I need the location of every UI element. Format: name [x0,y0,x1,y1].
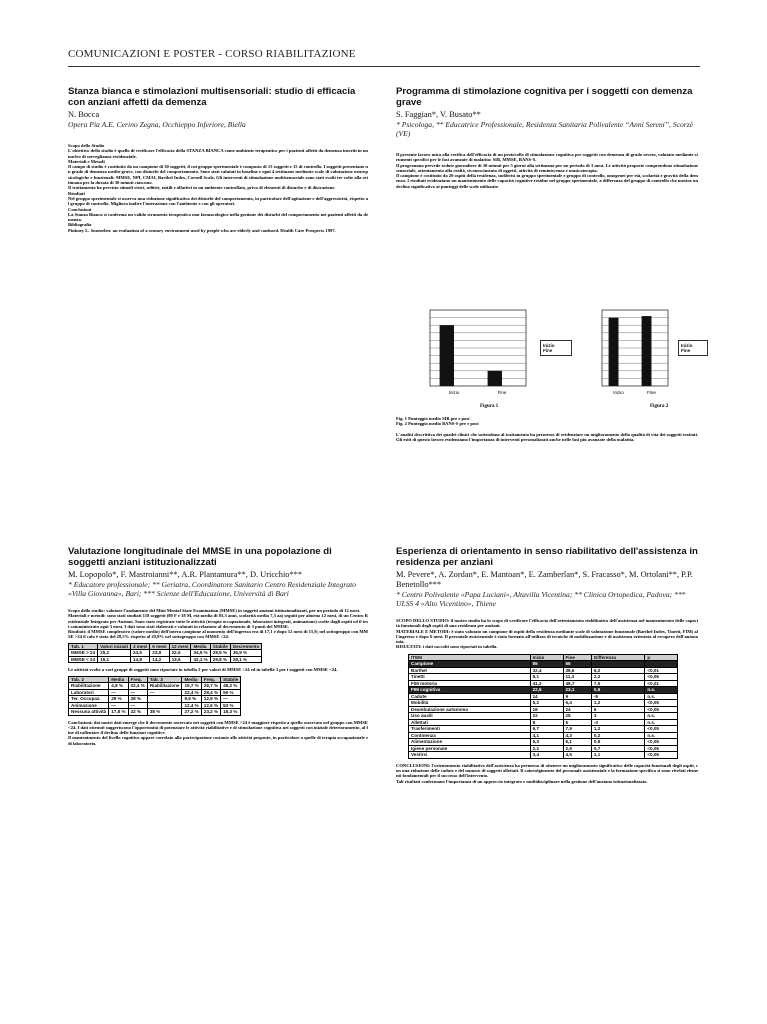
table-cell: 2,9 [563,745,591,752]
article-4-para: SCOPO DELLO STUDIO: il nostro studio ha lo scopo di verificare l'efficacia dell'orientamento riabilitativo dell'assistenza nel mantenimento delle capacità funzionali degli ospiti di una residenza per anziani. [396,618,698,629]
table-cell: MMSE < 24 [69,656,98,663]
table-cell: 4,3 [563,732,591,739]
table-cell: — [128,702,147,709]
table-row [409,752,678,759]
table-cell: Media [182,676,201,683]
table-cell: 55 % [221,689,241,696]
table-cell: MMSE > 24 [69,650,98,657]
table-cell: 15,1 [98,656,131,663]
table-cell: 55 [530,661,563,668]
figure-1-legend [540,340,572,356]
article-2-para: Il programma prevede sedute giornaliere di 30 minuti per 5 giorni alla settimana per un periodo di 3 mesi. Le attività proposte comprendono stimolazione sensoriale, orientamento alla realtà, riconoscimento di oggetti, attività di reminiscenza e musicoterapia. [396,162,698,173]
article-4-para: Tali risultati confermano l'importanza di un approccio integrato e multidisciplinare nella gestione dell'anziano istituzionalizzato. [396,778,648,784]
table-cell: 7,9 [563,726,591,733]
bar-inizio-fine [488,371,502,386]
table-cell: Nessuna attività [69,709,109,716]
table-cell: <0,05 [645,700,678,707]
table-cell: 12 mesi [169,643,191,650]
article-1-para: Risultati [68,190,85,196]
table-cell: 0,6 [591,687,644,694]
table-cell: 3,4 [530,752,563,759]
table-cell: — [221,696,241,703]
article-3-affiliation: * Educatore professionale; ** Geriatra, Coordinatore Sanitario Centro Residenziale Integrato «Villa Giovanna», Bari; *** Scienze dell'Educazione, Università di Bari [68,580,356,598]
table-cell: n.s. [645,687,678,694]
table-cell: n.s. [645,693,678,700]
article-1-affiliation: Opera Pia A.E. Cerino Zegna, Occhieppo Inferiore, Biella [68,120,246,129]
table-cell: 48,7 [563,680,591,687]
article-2-body [396,152,698,189]
table-cell: Riabilitazione [147,683,182,690]
table-cell: 22,4 % [182,689,201,696]
table-cell: 32 % [128,709,147,716]
table-cell: FIM cognitiva [409,687,531,694]
header-rule [68,66,700,67]
article-1 [68,86,368,233]
table-cell: 24 [563,706,591,713]
table-cell: Fine [563,654,591,661]
table-cell: 28,1 % [230,656,262,663]
figure-2-chart [592,306,672,396]
table-cell: 32,4 % [128,683,147,690]
article-1-para: Pinkney L. Snoezelen: an evaluation of a sensory environment used by people who are elderly and confused. Health Care Prospects 1997. [68,227,336,233]
table-cell: 24,5 [130,650,149,657]
table-cell: <0,05 [645,745,678,752]
article-1-para: Scopo dello Studio [68,143,105,148]
table-cell: 34,5 % [191,650,210,657]
section-header: COMUNICAZIONI E POSTER - CORSO RIABILITAZIONE [68,48,356,60]
table-cell: 6,4 [563,700,591,707]
article-2 [396,86,698,189]
table-cell: 15,7 % [182,683,201,690]
article-3-para: Materiali e metodi: sono stati studiati 118 soggetti (80 F e 38 M, età media di 83,3 anni, scolarità media 7,3 aa) seguiti per almeno 12 mesi, di un Centro Residenziale Integrato per Anziani. Sono state registrate tutte le attività (terapia occupazionale, laboratori integrati, animazione) svolte dagli ospiti ed il test somministrato ogni 3 mesi. I dati sono stati elaborati e valutati in relazione al decremento di 3 punti del MMSE. [68,613,368,629]
table-cell: Media [191,643,210,650]
table-cell: n.s. [645,719,678,726]
table-cell: 28,5 % [210,650,230,657]
table-cell: 23,9 [150,650,169,657]
table-cell: Tinetti [409,674,531,681]
table-cell: 14,8 [130,656,149,663]
article-4-conclusion [396,763,698,784]
table-cell: 14 [530,693,563,700]
table-cell: 6,7 [530,726,563,733]
article-4-table [408,654,678,759]
table-cell: 0,8 [591,739,644,746]
x-tick-label: Fine [497,390,507,395]
article-2-para: Il presente lavoro mira alla verifica dell'efficacia di un protocollo di stimolazione cognitiva per soggetti con demenza di grado severo, valutato mediante strumenti specifici per le fasi avanzate di malattia: SIB, MMSE, BANS-S. [396,152,698,163]
table-cell: Continenza [409,732,531,739]
table-cell: 0,2 [591,732,644,739]
article-3-para: Risultati: il MMSE complessivo (valore medio) dell'intera campione al momento dell'ingresso era di 17,1 e dopo 12 mesi di 15,8; nel sottogruppo con MMSE >24 il calo è stato del 28,5% rispetto al 29,8% nel sottogruppo con MMSE <24. [68,629,368,640]
table-cell: n.s. [645,732,678,739]
table-cell: 53 % [221,702,241,709]
x-tick-label: Inizio [448,390,460,395]
article-3-table-2 [68,676,241,716]
table-cell: 2,2 [530,745,563,752]
article-3 [68,546,368,746]
table-cell: Stabile [221,676,241,683]
article-1-para: Il trattamento ha previsto stimoli visivi, uditivi, tattili e olfattivi in un ambiente controllato, privo di elementi di disturbo e di distrazione. [68,185,336,191]
article-1-para: Il campo di studio è costituito da un campione di 30 soggetti, il cui gruppo sperimentale è composto di 15 soggetti e 15 di controllo. I soggetti presentano un grado di demenza medio-grave, con disturbi del comportamento. Sono stati valutati in baseline e ogni 4 settimane mediante scale di valutazione neuropsicologiche e funzionali: MMSE, NPI, CMAI, Barthel Index, Cornell Scale. Gli interventi di stimolazione multisensoriale sono stati svolti tre volte alla settimana per la durata di 30 minuti ciascuno. [68,164,368,186]
table-cell: Freq. [128,676,147,683]
article-3-body [68,608,368,640]
article-4-title: Esperienza di orientamento in senso riabilitativo dell'assistenza in residenza per anziani [396,546,698,568]
table-cell: 28,4 % [201,689,220,696]
figure-note: Fig. 1 Punteggio medio SIB pre e post [396,416,470,421]
table-cell: 2,2 [591,674,644,681]
article-1-body [68,143,368,233]
table-cell: Tab. 2 [69,676,109,683]
article-3-authors: M. Lopopolo*, F. Mastroianni**, A.R. Plantamura**, D. Uricchio*** [68,570,303,579]
article-1-title: Stanza bianca e stimolazioni multisensoriali: studio di efficacia con anziani affetti da demenza [68,86,356,108]
x-tick-label: Inizio [613,390,624,395]
table-cell: 6,2 [591,667,644,674]
table-cell: 1,1 [591,752,644,759]
figure-note: Fig. 2 Punteggio medio BANS-S pre e post [396,421,479,427]
table-cell: <0,01 [645,680,678,687]
table-cell: 12,4 % [182,702,201,709]
table-cell: Uso ausili [409,713,531,720]
table-cell: Trasferimenti [409,726,531,733]
table-cell: 17,8 % [109,709,128,716]
table-cell: 3 [591,713,644,720]
table-cell: 48,2 % [221,683,241,690]
table-cell: 4,8 % [109,683,128,690]
table-cell: Allettati [409,719,531,726]
table-cell: -5 [591,693,644,700]
table-cell: 0,7 [591,745,644,752]
table-cell: Freq. [201,676,220,683]
table-cell: 8 [530,719,563,726]
table-cell: 14,2 [150,656,169,663]
table-cell: Animazione [69,702,109,709]
table-row [69,683,241,690]
table-cell: 9 [563,693,591,700]
table-cell: ITEM [409,654,531,661]
table-cell: Valori iniziali [98,643,131,650]
table-cell: Campione [409,661,531,668]
table-cell: Stabile [210,643,230,650]
table-cell: 13,6 [169,656,191,663]
table-cell: 38 % [128,696,147,703]
figure-1-chart [420,306,530,396]
article-2-para: L'analisi descrittiva dei quadri clinici che sottendono al trattamento ha permesso di evidenziare un miglioramento della qualità di vita dei soggetti trattati. Gli esiti di questo lavoro evidenziano l'importanza di interventi personalizzati anche nelle fasi più avanzate della malattia. [396,432,698,443]
table-cell: 23,1 [563,687,591,694]
table-cell: 28,7 % [201,683,220,690]
article-3-conclusion [68,720,368,746]
table-cell: 42,1 % [191,656,210,663]
table-cell: Deambulazione autonoma [409,706,531,713]
table-cell: 5 [563,719,591,726]
table-cell: 9,1 [530,674,563,681]
table-cell: 32,4 [530,667,563,674]
article-2-para: Il campione è costituito da 20 ospiti della residenza, suddivisi in gruppo sperimentale e gruppo di controllo, omogenei per età, scolarità e gravità della demenza. I risultati evidenziano un mantenimento delle capacità cognitive residue nel gruppo sperimentale, a differenza del gruppo di controllo che mostra un declino significativo ai punteggi delle scale utilizzate. [396,173,698,189]
table-cell: <0,05 [645,752,678,759]
article-1-para: Materiali e Metodi [68,158,105,164]
table-cell: 4,5 [563,752,591,759]
table-cell: — [147,689,182,696]
table-cell: Decremento [230,643,262,650]
table-cell: <0,05 [645,674,678,681]
bar-inizio-inizio [609,318,619,386]
table-cell: 18 [530,706,563,713]
table-cell: 36,9 % [230,650,262,657]
table-cell: <0,05 [645,726,678,733]
bar-inizio-fine [642,316,652,386]
table-cell: 3 mesi [130,643,149,650]
table-cell: <0,05 [645,706,678,713]
table-cell: 23,2 % [201,709,220,716]
figure-2-caption: Figura 2 [650,404,669,409]
article-2-after-figure [396,432,698,443]
table-cell: 12,9 % [201,696,220,703]
article-1-para: Bibliografia [68,222,92,228]
table-cell: n.s. [645,713,678,720]
table-cell: <0,01 [645,667,678,674]
figure-1-caption: Figura 1 [480,404,499,409]
article-4 [396,546,698,784]
table-cell: 12,6 % [201,702,220,709]
table-cell: 4,1 [530,732,563,739]
table-cell: 18,3 % [221,709,241,716]
article-1-para: Conclusioni [68,206,92,212]
table-cell: Tab. 1 [69,643,98,650]
table-cell: 1,2 [591,726,644,733]
table-cell: 38 % [147,709,182,716]
article-4-body [396,618,698,650]
table-cell: -3 [591,719,644,726]
table-cell: Riabilitazione [69,683,109,690]
table-cell: Inizio [530,654,563,661]
legend-item: Fine [543,348,553,353]
bar-inizio-inizio [440,325,454,386]
table-row [69,709,241,716]
table-cell: 25 [563,713,591,720]
table-cell: 29 % [109,696,128,703]
table-cell: 38,6 [563,667,591,674]
table-cell: Igiene personale [409,745,531,752]
article-4-affiliation: * Centro Polivalente «Papa Luciani», Altavilla Vicentina; ** Clinica Ortopedica, Padova; *** ULSS 4 «Alto Vicentino», Thiene [396,590,686,608]
legend-item: Inizio [543,343,555,348]
table-cell: 7,5 [591,680,644,687]
table-cell: Mobilità [409,700,531,707]
table-cell: Alimentazione [409,739,531,746]
table-cell: 5,3 [530,739,563,746]
table-cell: 22,5 [530,687,563,694]
figure-notes [396,416,698,427]
table-cell: Tab. 3 [147,676,182,683]
table-cell: 6 mesi [150,643,169,650]
article-4-para: RISULTATI: i dati raccolti sono riportati in tabella. [396,644,498,650]
table-cell: 5,2 [530,700,563,707]
article-4-para: CONCLUSIONI: l'orientamento riabilitativo dell'assistenza ha permesso di ottenere un miglioramento significativo delle capacità funzionali degli ospiti, con una riduzione delle cadute e del numero di soggetti allettati. Il coinvolgimento del personale assistenziale e la formazione specifica si sono rivelati elementi fondamentali per il successo dell'intervento. [396,762,698,779]
table-cell: <0,05 [645,739,678,746]
table-cell: — [128,689,147,696]
table-cell: 41,2 [530,680,563,687]
table-cell: p [645,654,678,661]
article-3-para: Conclusioni: dai nostri dati emerge che il decremento osservato nei soggetti con MMSE >24 è maggiore rispetto a quello osservato nel gruppo con MMSE <24. I dati ottenuti suggeriscono l'opportunità di potenziare le attività riabilitative e di stimolazione cognitiva nei soggetti con iniziale deterioramento, al fine di rallentare il declino delle funzioni cognitive. [68,719,368,736]
table-cell: Cadute [409,693,531,700]
article-1-para: L'obiettivo dello studio è quello di verificare l'efficacia della STANZA BIANCA come ambiente terapeutico per i pazienti affetti da demenza inseriti in un nucleo di sorveglianza residenziale. [68,148,368,159]
table-cell: Differenza [591,654,644,661]
table-cell: Ter. Occupaz. [69,696,109,703]
table-cell: 22,6 [169,650,191,657]
table-cell: 9,5 % [182,696,201,703]
table-cell: 6 [591,706,644,713]
article-4-authors: M. Pevere*, A. Zordan*, E. Mantoan*, E. Zamberlan*, S. Fracasso*, M. Ortolani**, P.P. Benetollo*** [396,570,693,589]
table-cell: Laboratori [69,689,109,696]
article-3-para: Scopo dello studio: valutare l'andamento del Mini Mental State Examination (MMSE) in soggetti anziani istituzionalizzati, per un periodo di 12 mesi. [68,608,361,613]
table-cell: 22 [530,713,563,720]
table-cell: Vestirsi [409,752,531,759]
table-cell: — [109,702,128,709]
article-2-authors: S. Faggian*, V. Busato** [396,110,481,119]
article-1-authors: N. Bocca [68,110,100,119]
article-2-title: Programma di stimolazione cognitiva per i soggetti con demenza grave [396,86,693,108]
table-cell: 27,2 % [182,709,201,716]
table-row [69,656,262,663]
table-cell: 11,3 [563,674,591,681]
table-cell: Media [109,676,128,683]
legend-item: Fine [681,348,691,353]
article-2-affiliation: * Psicologa, ** Educatrice Professionale, Residenza Sanitaria Polivalente “Anni Sereni”, Scorzè (VE) [396,120,694,138]
article-3-table-1 [68,643,262,664]
article-4-para: MATERIALE E METODI: è stato valutato un campione di ospiti della residenza mediante scale di valutazione funzionale (Barthel Index, Tinetti, FIM) all'ingresso e dopo 6 mesi. Il personale assistenziale è stato formato all'utilizzo di tecniche di mobilizzazione e di assistenza orientata al recupero dell'autonomia. [396,628,698,645]
x-tick-label: Fine [647,390,656,395]
table-cell: 6,1 [563,739,591,746]
table-cell: FIM motoria [409,680,531,687]
article-1-para: La Stanza Bianca si conferma un valido strumento terapeutico non farmacologico nella gestione dei disturbi del comportamento nei pazienti affetti da demenza. [68,211,368,223]
legend-item: Inizio [681,343,693,348]
article-1-para: Nel gruppo sperimentale si osserva una riduzione significativa dei disturbi del comportamento, in particolare dell'agitazione e dell'aggressività, rispetto al gruppo di controllo. Migliora inoltre l'interazione con l'ambiente e con gli operatori. [68,195,368,207]
figure-2-legend [678,340,708,356]
table-cell: 29,8 % [210,656,230,663]
table-cell: — [109,689,128,696]
article-3-mid-text: Le attività svolte a vari gruppi di soggetti sono riportate in tabella 2 per valori di MMSE >24 ed in tabella 3 per i soggetti con MMSE <24. [68,667,338,673]
table-cell: 25,2 [98,650,131,657]
table-cell: Barthel [409,667,531,674]
article-3-title: Valutazione longitudinale del MMSE in una popolazione di soggetti anziani istituzionalizzati [68,546,332,568]
table-cell: 1,2 [591,700,644,707]
table-cell: 55 [563,661,591,668]
article-3-para: Il mantenimento del livello cognitivo appare correlato alla partecipazione costante alle attività proposte, in particolare a quelle di terapia occupazionale e di laboratorio. [68,735,368,746]
